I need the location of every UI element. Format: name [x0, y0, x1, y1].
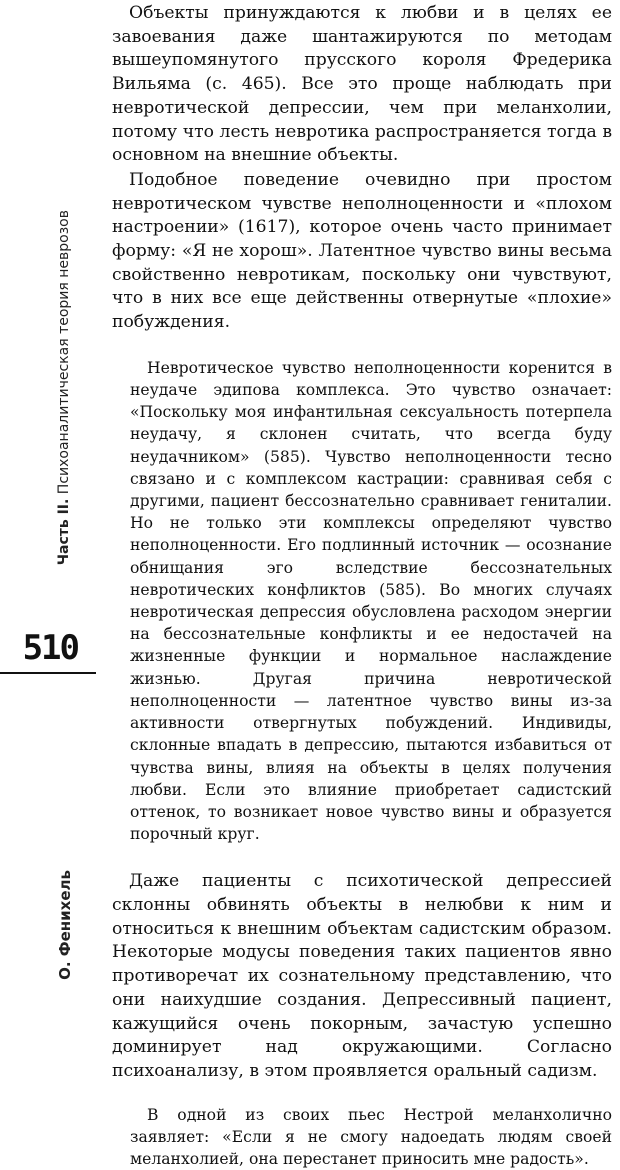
running-header-part: Часть II.	[56, 498, 72, 566]
inset-note-paragraph: Невротическое чувство неполноценности коренится в неудаче эдипова комплекса. Это чувство означает: «Поскольку моя инфантильная сексуальность потерпела неудачу, я склонен считать, что всегда буду неудачником» (585). Чувство неполноценности тесно связано и с комплексом кастрации: сравнивая себя с другими, пациент бессознательно сравнивает гениталии. Но не только эти комплексы определяют чувство неполноценности. Его подлинный источник — осознание обнищания эго вследствие бессознательных невротических конфликтов (585). Во многих случаях невротическая депрессия обусловлена расходом энергии на бессознательные конфликты и ее недостачей на жизненные функции и нормальное наслаждение жизнью. Другая причина невротической неполноценности — латентное чувство вины из-за активности отвергнутых побуждений. Индивиды, склонные впадать в депрессию, пытаются избавиться от чувства вины, влияя на объекты в целях получения любви. Если это влияние приобретает садистский оттенок, то возникает новое чувство вины и образуется порочный круг.	[130, 358, 612, 844]
page-number: 510	[22, 628, 78, 668]
running-header-author: О. Фенихель	[56, 870, 74, 980]
page-body	[112, 2, 612, 1170]
body-paragraph: Объекты принуждаются к любви и в целях ее завоевания даже шантажируются по методам вышеупомянутого прусского короля Фредерика Вильяма (с. 465). Все это проще наблюдать при невротической депрессии, чем при меланхолии, потому что лесть невротика распространяется тогда в основном на внешние объекты.	[112, 3, 612, 166]
running-header-section	[54, 210, 74, 600]
body-paragraph: Даже пациенты с психотической депрессией склонны обвинять объекты в нелюбви к ним и относиться к внешним объектам садистским образом. Некоторые модусы поведения таких пациентов явно противоречат их сознательному представлению, что они наихудшие создания. Депрессивный пациент, кажущийся очень покорным, зачастую успешно доминирует над окружающими. Согласно психоанализу, в этом проявляется оральный садизм.	[112, 871, 612, 1081]
running-header-title: Психоаналитическая теория неврозов	[56, 210, 72, 495]
inset-note-paragraph: В одной из своих пьес Нестрой меланхолично заявляет: «Если я не смогу надоедать людям своей меланхолией, она перестанет приносить мне радость».	[130, 1105, 612, 1169]
page-number-rule	[0, 672, 96, 674]
body-paragraph: Подобное поведение очевидно при простом невротическом чувстве неполноценности и «плохом настроении» (1617), которое очень часто принимает форму: «Я не хорош». Латентное чувство вины весьма свойственно невротикам, поскольку они чувствуют, что в них все еще действенны отвернутые «плохие» побуждения.	[112, 169, 612, 333]
